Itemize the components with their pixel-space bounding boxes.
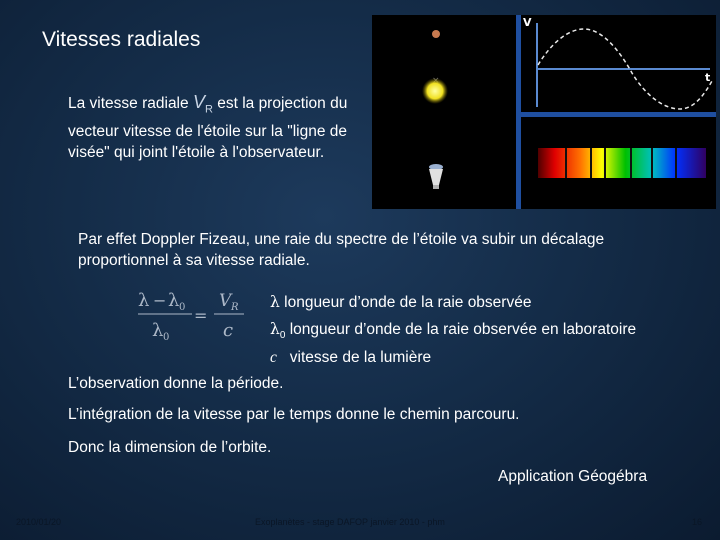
footer-title: Exoplanètes - stage DAFOP janvier 2010 - phm	[255, 517, 445, 527]
observation-period-text: L’observation donne la période.	[68, 375, 284, 392]
intro-text-before: La vitesse radiale	[68, 95, 193, 112]
formula-lambda0: λ	[168, 290, 180, 311]
formula-c: c	[223, 320, 234, 341]
telescope-icon	[429, 164, 443, 189]
formula-legend	[270, 291, 636, 369]
intro-text-after: est la projection du vecteur vitesse de l'étoile sur la "ligne de visée" qui joint l'étoile à l'observateur.	[68, 95, 348, 161]
formula-minus: −	[153, 291, 167, 310]
formula-denominator-sub: 0	[163, 332, 170, 343]
footer-date: 2010/01/20	[16, 517, 62, 527]
formula-lambda0-sub: 0	[179, 302, 186, 313]
vr-symbol: $V_R$	[192, 92, 213, 116]
doppler-formula	[136, 285, 246, 349]
geogebra-application-link[interactable]: Application Géogébra	[498, 468, 648, 485]
legend-item-c: c vitesse de la lumière	[270, 349, 432, 367]
slide-title: Vitesses radiales	[42, 28, 201, 51]
star	[422, 78, 448, 104]
radial-velocity-animation	[372, 15, 716, 209]
v-axis-label: V	[523, 16, 532, 29]
t-axis-label: t	[705, 71, 711, 84]
formula-v: V	[219, 291, 232, 311]
formula-v-sub: R	[231, 302, 239, 313]
orbit-dimension-text: Donc la dimension de l’orbite.	[68, 439, 272, 456]
planet	[432, 30, 440, 38]
footer-page-number: 16	[692, 517, 703, 527]
animation-graphic	[372, 15, 716, 209]
spectrum-divider	[521, 112, 716, 117]
formula-lambda: λ	[138, 290, 150, 311]
integration-text: L’intégration de la vitesse par le temps donne le chemin parcouru.	[68, 406, 520, 423]
spectrum-band	[538, 148, 706, 178]
radial-velocity-definition	[68, 92, 373, 163]
legend-item-lambda0: $\lambda_0$ longueur d’onde de la raie observée en laboratoire	[270, 320, 637, 342]
legend-item-lambda: λ longueur d’onde de la raie observée	[270, 293, 532, 311]
doppler-explanation: Par effet Doppler Fizeau, une raie du spectre de l’étoile va subir un décalage proportionnel à sa vitesse radiale.	[78, 231, 605, 269]
formula-equals: =	[194, 306, 208, 325]
panel-divider	[516, 15, 521, 209]
formula-denominator-lambda: λ	[152, 320, 164, 341]
